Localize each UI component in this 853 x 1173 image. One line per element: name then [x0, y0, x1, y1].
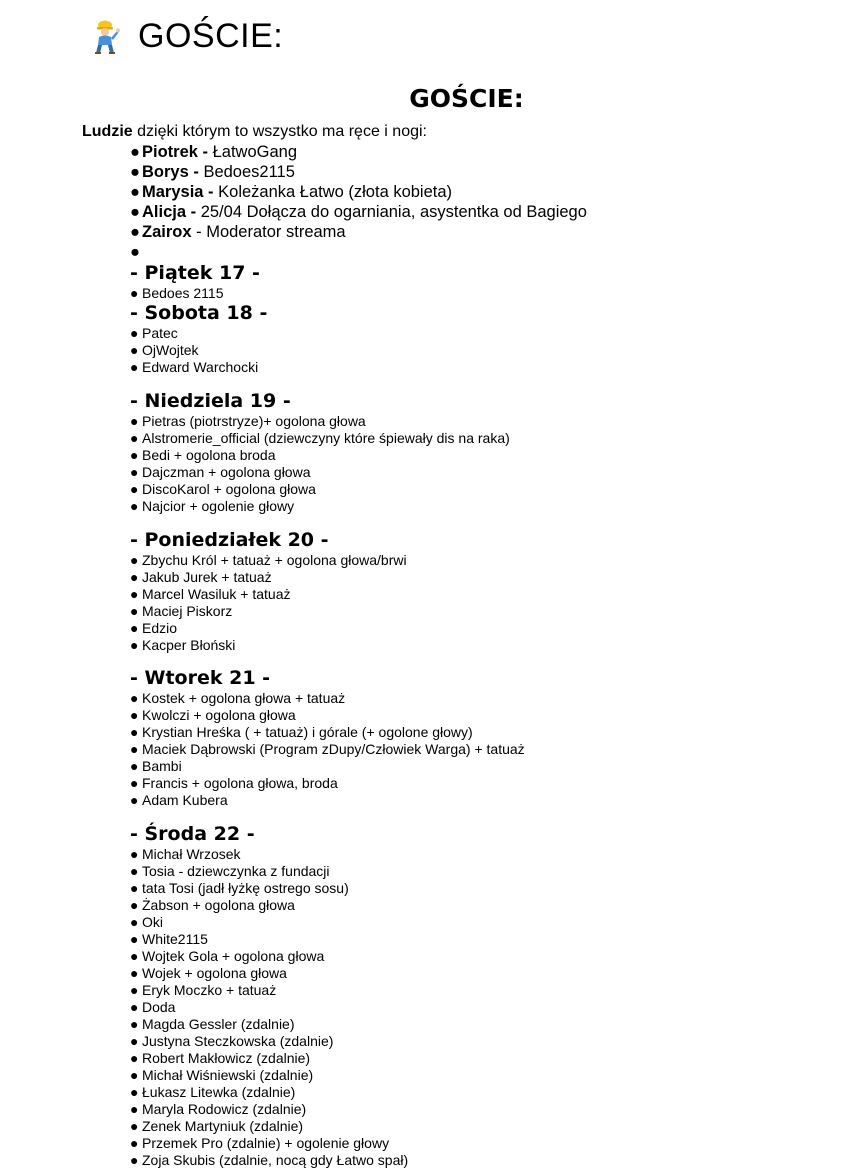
guest-name: Łukasz Litewka (zdalnie): [142, 1084, 296, 1100]
guest-name: Wojtek Gola + ogolona głowa: [142, 948, 325, 964]
list-item: [130, 846, 408, 863]
guest-name: Najcior + ogolenie głowy: [142, 498, 295, 514]
page-title: GOŚCIE:: [138, 16, 284, 55]
list-item: [130, 741, 525, 758]
intro-text: dzięki którym to wszystko ma ręce i nogi:: [132, 123, 427, 140]
list-item: [130, 724, 525, 741]
bullet: ●: [130, 447, 139, 463]
bullet: ●: [130, 552, 139, 568]
day-title: - Poniedziałek 20 -: [130, 529, 329, 551]
list-item: [130, 242, 587, 262]
list-item: [130, 690, 525, 707]
day-piatek: [130, 261, 260, 302]
day-sobota: [130, 301, 267, 376]
bullet: ●: [130, 637, 139, 653]
list-item: [130, 447, 510, 464]
guest-name: Bambi: [142, 758, 182, 774]
document-heading: GOŚCIE:: [409, 84, 524, 113]
guest-name: Zoja Skubis (zdalnie, nocą gdy Łatwo spał): [142, 1152, 409, 1168]
list-item: [130, 1016, 408, 1033]
list-item: [130, 965, 408, 982]
guest-name: Bedoes 2115: [142, 285, 224, 301]
guest-name: Robert Makłowicz (zdalnie): [142, 1050, 311, 1066]
list-item: [130, 430, 510, 447]
day-poniedzialek: [130, 528, 407, 654]
list-item: ● Alicja - 25/04 Dołącza do ogarniania, asystentka od Bagiego: [130, 203, 587, 221]
bullet: ●: [130, 982, 139, 998]
list-item: [130, 982, 408, 999]
list-item: [130, 481, 510, 498]
bullet: ●: [130, 1033, 139, 1049]
bullet: ●: [130, 724, 139, 740]
list-item: [130, 1101, 408, 1118]
list-item: [130, 931, 408, 948]
day-title: - Środa 22 -: [130, 823, 255, 845]
bullet: ●: [130, 1050, 139, 1066]
list-item: [130, 285, 260, 302]
guest-name: Wojek + ogolona głowa: [142, 965, 287, 981]
guest-name: Edzio: [142, 620, 178, 636]
crew-desc: 25/04 Dołącza do ogarniania, asystentka od Bagiego: [200, 203, 587, 221]
bullet: ●: [130, 183, 140, 201]
guest-name: Bedi + ogolona broda: [142, 447, 276, 463]
bullet: ●: [130, 359, 139, 375]
list-item: [130, 948, 408, 965]
guest-name: Alstromerie_official (dziewczyny które śpiewały dis na raka): [142, 430, 510, 446]
guest-name: Magda Gessler (zdalnie): [142, 1016, 295, 1032]
bullet: ●: [130, 931, 139, 947]
bullet: ●: [130, 481, 139, 497]
guest-name: Eryk Moczko + tatuaż: [142, 982, 277, 998]
bullet: ●: [130, 758, 139, 774]
list-item: [130, 552, 407, 569]
bullet: ●: [130, 1067, 139, 1083]
guest-name: Jakub Jurek + tatuaż: [142, 569, 272, 585]
bullet: ●: [130, 741, 139, 757]
bullet: ●: [130, 792, 139, 808]
bullet: ●: [130, 775, 139, 791]
crew-desc: Bedoes2115: [203, 163, 295, 181]
bullet: ●: [130, 620, 139, 636]
bullet: ●: [130, 1118, 139, 1134]
guest-name: Kwolczi + ogolona głowa: [142, 707, 296, 723]
day-wtorek: [130, 666, 525, 809]
bullet: ●: [130, 325, 139, 341]
list-item: [130, 863, 408, 880]
list-item: [130, 586, 407, 603]
crew-name: Zairox: [142, 223, 192, 241]
bullet: ●: [130, 914, 139, 930]
day-title: - Wtorek 21 -: [130, 667, 271, 689]
bullet: ●: [130, 163, 140, 181]
bullet: ●: [130, 569, 139, 585]
bullet: ●: [130, 1101, 139, 1117]
guest-name: Francis + ogolona głowa, broda: [142, 775, 338, 791]
bullet: ●: [130, 999, 139, 1015]
guest-name: Pietras (piotrstryze)+ ogolona głowa: [142, 413, 366, 429]
crew-list: [130, 142, 587, 262]
bullet: ●: [130, 707, 139, 723]
guest-name: Justyna Steczkowska (zdalnie): [142, 1033, 334, 1049]
guest-name: tata Tosi (jadł łyżkę ostrego sosu): [142, 880, 349, 896]
bullet: ●: [130, 430, 139, 446]
guest-name: Adam Kubera: [142, 792, 228, 808]
list-item: ● Piotrek - ŁatwoGang: [130, 143, 298, 161]
guest-name: Tosia - dziewczynka z fundacji: [142, 863, 330, 879]
bullet: ●: [130, 586, 139, 602]
list-item: [130, 880, 408, 897]
list-item: [130, 342, 267, 359]
list-item: [130, 914, 408, 931]
bullet: ●: [130, 1135, 139, 1151]
list-item: [130, 1033, 408, 1050]
crew-name: Borys: [142, 163, 189, 181]
list-item: [130, 775, 525, 792]
guest-name: Edward Warchocki: [142, 359, 259, 375]
guest-name: Michał Wrzosek: [142, 846, 241, 862]
list-item: [130, 1067, 408, 1084]
list-item: [130, 603, 407, 620]
guest-name: OjWojtek: [142, 342, 199, 358]
day-niedziela: [130, 389, 510, 515]
guest-name: Maciek Dąbrowski (Program zDupy/Człowiek Warga) + tatuaż: [142, 741, 525, 757]
list-item: [130, 999, 408, 1016]
list-item: [130, 498, 510, 515]
list-item: [130, 637, 407, 654]
list-item: [130, 620, 407, 637]
guest-name: DiscoKarol + ogolona głowa: [142, 481, 316, 497]
day-sroda: [130, 822, 408, 1169]
list-item: [130, 1152, 408, 1169]
guest-name: Zenek Martyniuk (zdalnie): [142, 1118, 304, 1134]
guest-name: Dajczman + ogolona głowa: [142, 464, 311, 480]
guest-name: Krystian Hreśka ( + tatuaż) i górale (+ ogolone głowy): [142, 724, 473, 740]
bullet: ●: [130, 1152, 139, 1168]
bullet: ●: [130, 1084, 139, 1100]
bullet: ●: [130, 342, 139, 358]
list-item: [130, 758, 525, 775]
list-item: [130, 359, 267, 376]
bullet: ●: [130, 965, 139, 981]
list-item: [130, 1135, 408, 1152]
page-header: [90, 14, 283, 58]
list-item: [130, 792, 525, 809]
guest-name: White2115: [142, 931, 208, 947]
list-item: [130, 569, 407, 586]
bullet: ●: [130, 880, 139, 896]
guest-name: Oki: [142, 914, 163, 930]
crew-name: Piotrek: [142, 143, 198, 161]
crew-desc: Koleżanka Łatwo (złota kobieta): [218, 183, 453, 201]
list-item: [130, 222, 587, 242]
guest-name: Żabson + ogolona głowa: [142, 897, 295, 913]
bullet: ●: [130, 1016, 139, 1032]
day-title: - Sobota 18 -: [130, 302, 268, 324]
bullet: ●: [130, 464, 139, 480]
guest-name: Maryla Rodowicz (zdalnie): [142, 1101, 307, 1117]
bullet: ●: [130, 948, 139, 964]
day-title: - Piątek 17 -: [130, 262, 260, 284]
guest-name: Kostek + ogolona głowa + tatuaż: [142, 690, 346, 706]
crew-desc: ŁatwoGang: [212, 143, 298, 161]
list-item: ● Marysia - Koleżanka Łatwo (złota kobieta): [130, 183, 453, 201]
guest-name: Maciej Piskorz: [142, 603, 233, 619]
bullet: ●: [130, 498, 139, 514]
bullet: ●: [130, 897, 139, 913]
bullet: ●: [130, 143, 140, 161]
day-title: - Niedziela 19 -: [130, 390, 291, 412]
bullet: ●: [130, 285, 139, 301]
bullet: ●: [130, 413, 139, 429]
intro-line: [82, 122, 427, 142]
list-item: [130, 325, 267, 342]
bullet: ●: [130, 863, 139, 879]
list-item: [130, 464, 510, 481]
guest-name: Przemek Pro (zdalnie) + ogolenie głowy: [142, 1135, 390, 1151]
guest-name: Kacper Błoński: [142, 637, 236, 653]
bullet: ●: [130, 603, 139, 619]
list-item: [130, 413, 510, 430]
guest-name: Doda: [142, 999, 176, 1015]
guest-name: Zbychu Król + tatuaż + ogolona głowa/brwi: [142, 552, 407, 568]
list-item: ● Borys - Bedoes2115: [130, 163, 295, 181]
bullet: ●: [130, 846, 139, 862]
intro-bold: Ludzie: [82, 123, 133, 140]
crew-desc: - Moderator streama: [196, 223, 346, 241]
crew-name: Alicja: [142, 203, 187, 221]
construction-worker-icon: [90, 18, 120, 54]
bullet: ●: [130, 223, 140, 241]
list-item: [130, 1084, 408, 1101]
list-item: [130, 1118, 408, 1135]
bullet: ●: [130, 203, 140, 221]
bullet: ●: [130, 690, 139, 706]
guest-name: Michał Wiśniewski (zdalnie): [142, 1067, 314, 1083]
guest-name: Marcel Wasiluk + tatuaż: [142, 586, 291, 602]
guest-name: Patec: [142, 325, 178, 341]
list-item: [130, 897, 408, 914]
list-item: [130, 1050, 408, 1067]
bullet: ●: [130, 243, 140, 261]
crew-name: Marysia: [142, 183, 204, 201]
list-item: [130, 707, 525, 724]
